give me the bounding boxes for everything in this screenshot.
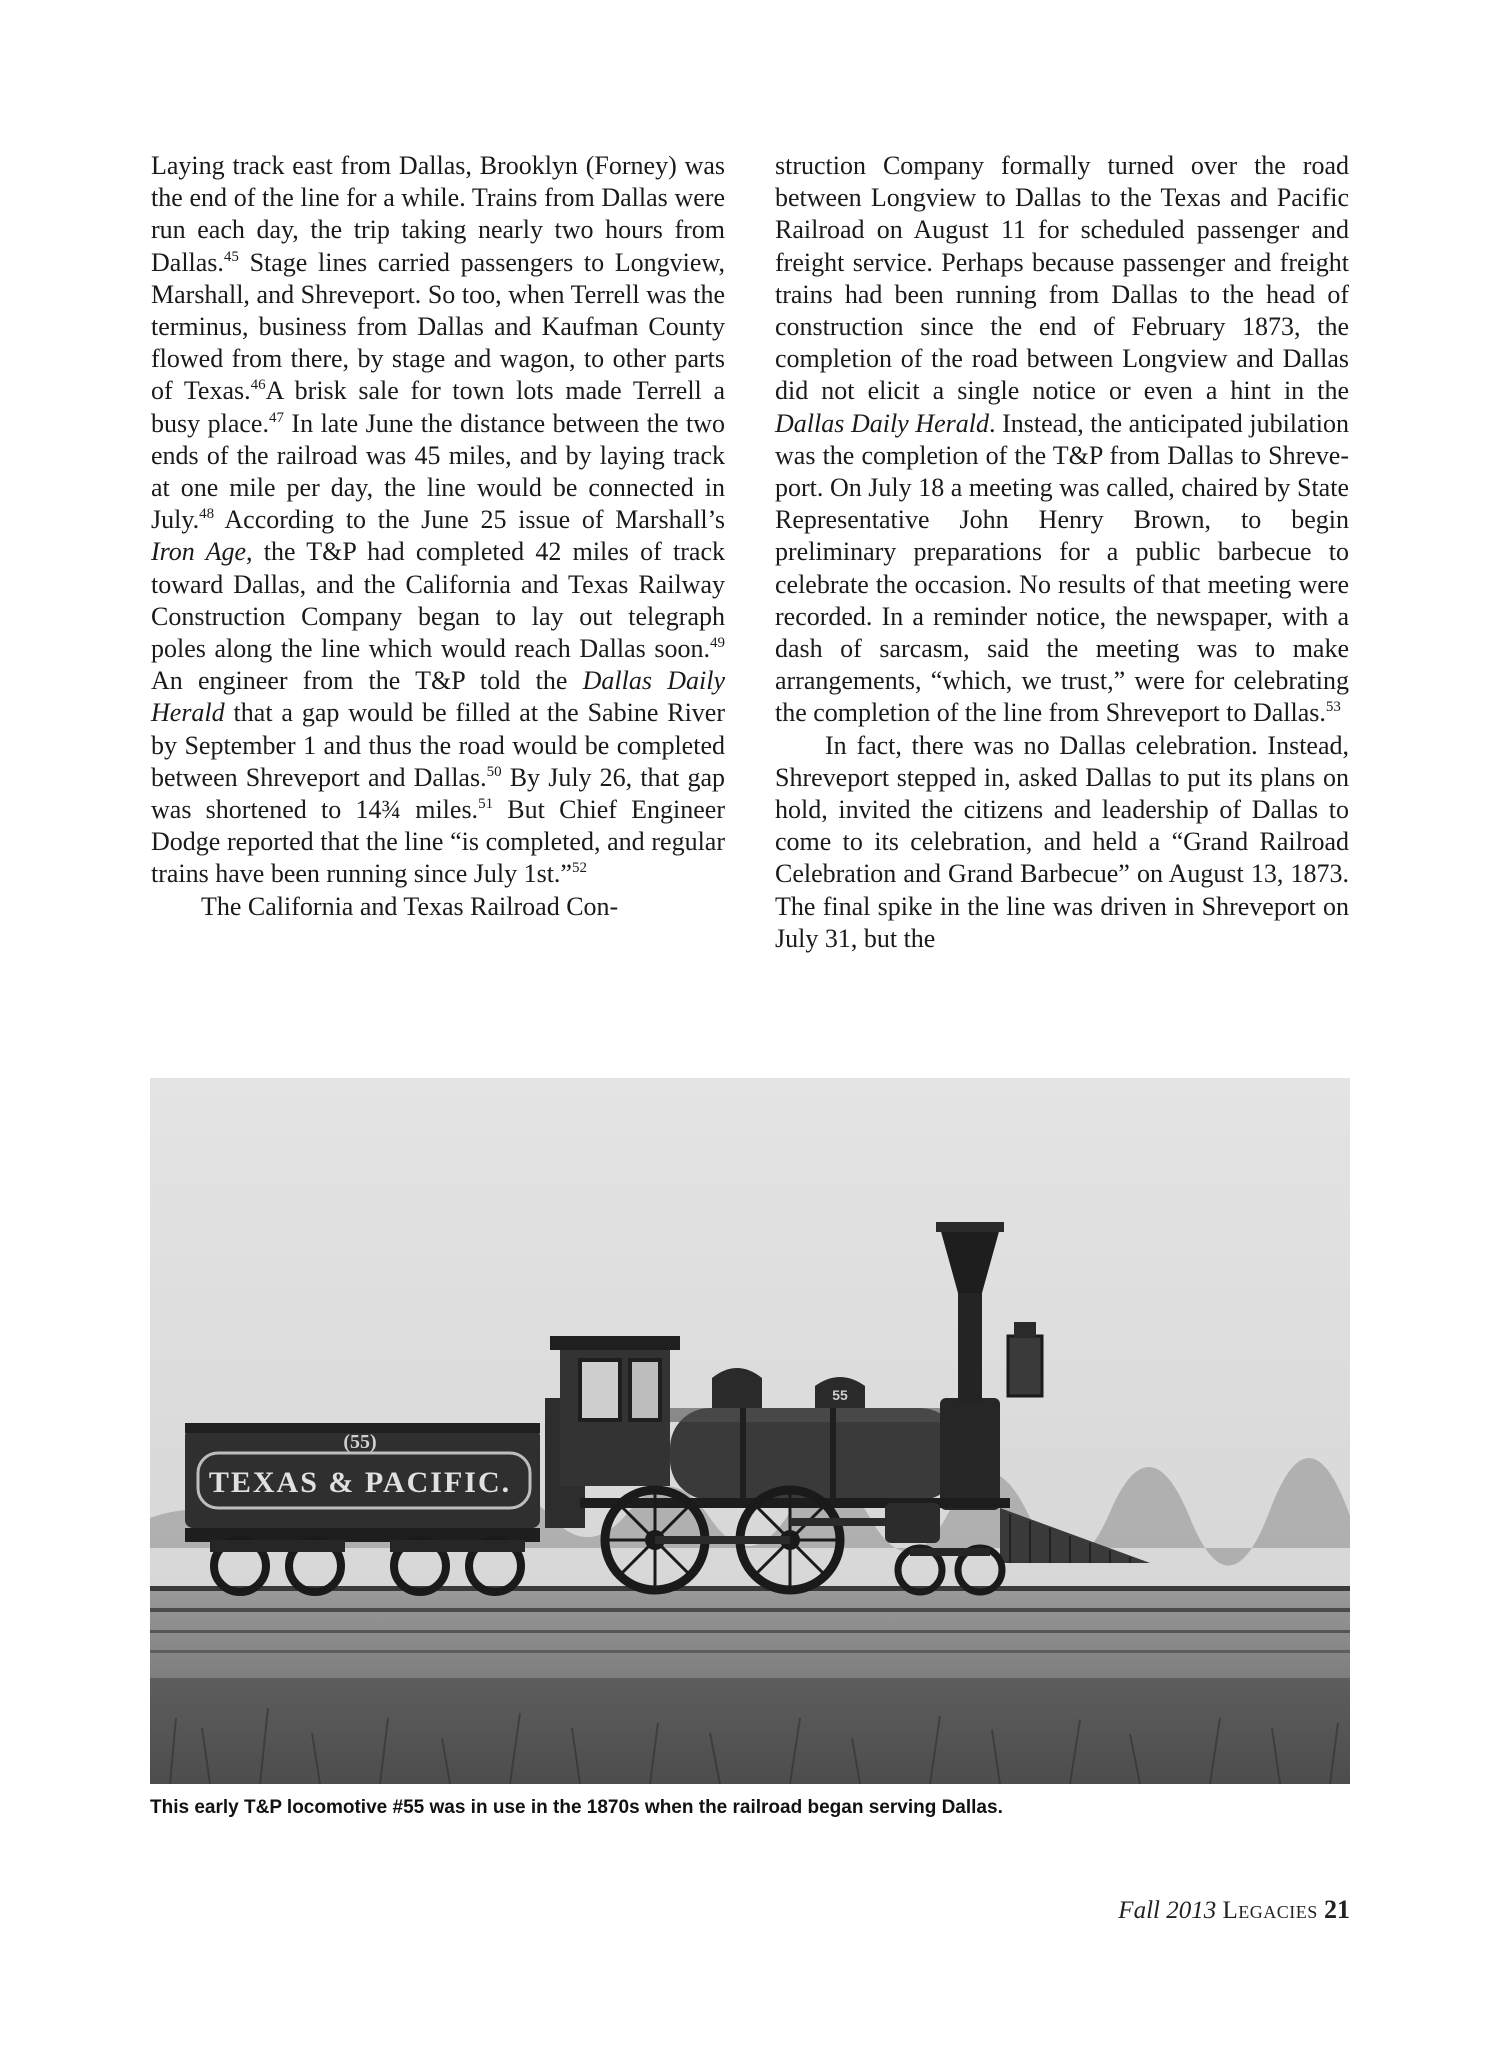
footnote-ref: 50 — [486, 763, 502, 780]
paragraph — [151, 150, 725, 891]
photo-caption: This early T&P locomotive #55 was in use in the 1870s when the railroad began serving Dallas. — [150, 1797, 1003, 1818]
tender-lettering: TEXAS & PACIFIC. — [208, 1466, 512, 1499]
rail — [150, 1608, 1350, 1612]
text-run: that a gap would be filled at the Sabine River by September 1 and thus the road would be completed between Shreveport and Dallas. — [151, 698, 725, 792]
footnote-ref: 45 — [223, 248, 239, 265]
rail — [150, 1650, 1350, 1653]
text-run: , the T&P had completed 42 miles of track toward Dallas, and the California and Texas Railway Construction Company began to lay out telegraph poles along the line which would reach Dallas soon. — [151, 537, 725, 664]
text-run: A brisk sale for town lots made Terrell a busy place. — [151, 376, 726, 438]
publication-title: Dallas Daily Herald — [151, 666, 725, 728]
paragraph — [775, 150, 1349, 730]
page-footer — [1090, 1895, 1350, 1925]
locomotive-illustration — [150, 1078, 1350, 1784]
text-run: According to the June 25 issue of Marshall’s — [214, 505, 725, 535]
text-run: struction Company formally turned over the road between Longview to Dallas to the Texas and Pacific Railroad on August 11 for scheduled passenger and freight service. Perhaps because passenger and freight trains had been running from Dallas to the head of construction since the end of February 1873, the completion of the road between Longview and Dallas did not elicit a single notice or even a hint in the — [775, 151, 1349, 406]
dome-number: 55 — [832, 1387, 848, 1403]
footnote-ref: 52 — [571, 860, 587, 877]
text-run: An engineer from the T&P told the — [151, 666, 583, 696]
paragraph: In fact, there was no Dallas celebration. Instead, Shreveport stepped in, asked Dallas to put its plans on hold, invited the citizens and leadership of Dallas to come to its celebration, and held a “Grand Railroad Celebration and Grand Barbecue” on August 13, 1873. The final spike in the line was driven in Shreveport on July 31, but the — [775, 730, 1349, 953]
publication-title: Iron Age — [151, 537, 246, 567]
issue-season: Fall 2013 — [1118, 1897, 1217, 1924]
footnote-ref: 48 — [199, 506, 215, 523]
footnote-ref: 49 — [710, 635, 725, 652]
journal-name: Legacies — [1222, 1897, 1318, 1924]
publication-title: Dallas Daily Herald — [775, 408, 989, 438]
article-column-right — [775, 150, 1349, 955]
text-run: Laying track east from Dallas, Brooklyn (Forney) was the end of the line for a while. Trains from Dallas were run each day, the trip taking nearly two hours from Dallas. — [151, 151, 725, 277]
page-number: 21 — [1324, 1895, 1350, 1924]
rail — [150, 1630, 1350, 1633]
footnote-ref: 53 — [1325, 699, 1341, 716]
paragraph: The California and Texas Railroad Con- — [201, 891, 619, 921]
text-run: By July 26, that gap was shortened to 14¾ miles. — [151, 762, 725, 825]
text-run: Stage lines carried passengers to Longview, Marshall, and Shreveport. So too, when Terrell was the terminus, business from Dallas and Kaufman County flowed from there, by stage and wagon, to other parts of Texas. — [151, 247, 725, 406]
footnote-ref: 51 — [478, 796, 494, 813]
locomotive-photo — [150, 1078, 1350, 1784]
text-run: But Chief Engineer Dodge reported that the line “is completed, and regular trains have been running since July 1st.” — [151, 795, 725, 889]
footnote-ref: 47 — [268, 409, 284, 426]
text-run: . Instead, the anticipated jubilation was the completion of the T&P from Dallas to Shreveport. On July 18 a meeting was called, chaired by State Representative John Henry Brown, to begin preliminary preparations for a public barbecue to celebrate the occasion. No results of that meeting were recorded. In a reminder notice, the newspaper, with a dash of sarcasm, said the meeting was to make arrangements, “which, we trust,” were for celebrating the completion of the line from Shreveport to Dallas. — [775, 408, 1350, 728]
footnote-ref: 46 — [250, 377, 266, 394]
grass — [150, 1678, 1350, 1784]
tender-number: (55) — [343, 1431, 377, 1453]
article-column-left — [151, 150, 725, 923]
text-run: In late June the distance between the two ends of the railroad was 45 miles, and by laying track at one mile per day, the line would be connected in July. — [151, 408, 725, 535]
